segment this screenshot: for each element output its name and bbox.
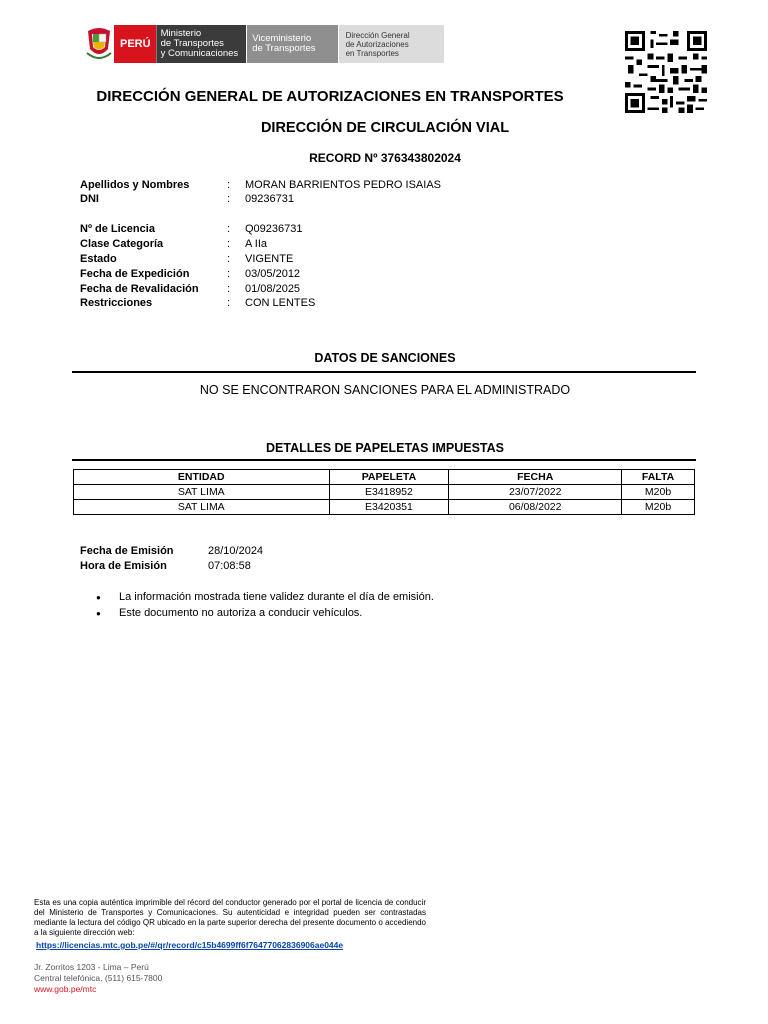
field-separator: : [227,193,231,205]
coat-of-arms-icon [84,25,114,63]
field-separator: : [227,297,231,309]
emission-time-value: 07:08:58 [208,560,251,572]
website-link[interactable]: www.gob.pe/mtc [34,984,97,994]
field-separator: : [227,238,231,250]
field-separator: : [227,223,231,235]
field-value-nombres: MORAN BARRIENTOS PEDRO ISAIAS [245,179,442,191]
main-title: DIRECCIÓN GENERAL DE AUTORIZACIONES EN TRANSPORTES [96,88,564,105]
government-logo-banner [84,25,444,63]
address-line: Jr. Zorritos 1203 - Lima – Perú [34,962,149,972]
field-label-licencia: Nº de Licencia [80,223,155,235]
cell-entidad: SAT LIMA [74,485,330,500]
column-header: FECHA [449,470,622,485]
directorate-label: Dirección General de Autorizaciones en Transportes [339,25,444,63]
phone-line: Central telefónica. (511) 615-7800 [34,973,163,983]
field-separator: : [227,283,231,295]
cell-fecha: 06/08/2022 [449,500,622,515]
field-value-restricciones: CON LENTES [245,297,316,309]
verification-link[interactable]: https://licencias.mtc.gob.pe/#/qr/record/c15b4699ff6f76477062836906ae044e [36,940,344,950]
column-header: FALTA [622,470,695,485]
address [34,962,162,984]
field-value-expedicion: 03/05/2012 [245,268,301,280]
table-row [74,500,695,515]
table-header-row [74,470,695,485]
field-value-licencia: Q09236731 [245,223,303,235]
no-sanctions-message: NO SE ENCONTRARON SANCIONES PARA EL ADMINISTRADO [199,383,571,397]
list-item: La información mostrada tiene validez durante el día de emisión. [119,591,434,603]
field-separator: : [227,179,231,191]
field-value-categoria: A IIa [245,238,268,250]
authenticity-note: Esta es una copia auténtica imprimible del récord del conductor generado por el portal de licencia de conducir del Ministerio de Transportes y Comunicaciones. Su autenticidad e integridad pueden ser contrastadas mediante la lectura del código QR ubicado en la parte superior derecha del presente documento o accediendo a la siguiente dirección web: [34,898,426,937]
cell-papeleta: E3420351 [329,500,449,515]
cell-fecha: 23/07/2022 [449,485,622,500]
table-row [74,485,695,500]
field-label-expedicion: Fecha de Expedición [80,268,190,280]
peru-label: PERÚ [114,25,156,63]
sanctions-title: DATOS DE SANCIONES [314,351,456,365]
column-header: PAPELETA [329,470,449,485]
field-value-revalidacion: 01/08/2025 [245,283,301,295]
cell-falta: M20b [622,485,695,500]
emission-date-value: 28/10/2024 [208,545,264,557]
field-value-estado: VIGENTE [245,253,294,265]
field-label-nombres: Apellidos y Nombres [80,179,190,191]
tickets-table [73,469,695,515]
cell-papeleta: E3418952 [329,485,449,500]
list-item: Este documento no autoriza a conducir vehículos. [119,607,363,619]
field-label-categoria: Clase Categoría [80,238,164,250]
cell-falta: M20b [622,500,695,515]
field-separator: : [227,253,231,265]
cell-entidad: SAT LIMA [74,500,330,515]
divider [72,459,696,461]
column-header: ENTIDAD [74,470,330,485]
bullet-icon: ● [96,609,101,618]
divider [72,371,696,373]
tickets-title: DETALLES DE PAPELETAS IMPUESTAS [266,441,504,455]
sub-title: DIRECCIÓN DE CIRCULACIÓN VIAL [260,120,510,136]
field-label-restricciones: Restricciones [80,297,153,309]
field-label-revalidacion: Fecha de Revalidación [80,283,199,295]
emission-date-label: Fecha de Emisión [80,545,174,557]
field-value-dni: 09236731 [245,193,294,205]
field-label-estado: Estado [80,253,117,265]
field-label-dni: DNI [80,193,99,205]
emission-time-label: Hora de Emisión [80,560,167,572]
bullet-icon: ● [96,593,101,602]
record-number: RECORD Nº 376343802024 [309,151,461,165]
viceministry-label: Viceministerio de Transportes [247,25,337,63]
field-separator: : [227,268,231,280]
ministry-label: Ministerio de Transportes y Comunicaciones [156,25,247,63]
